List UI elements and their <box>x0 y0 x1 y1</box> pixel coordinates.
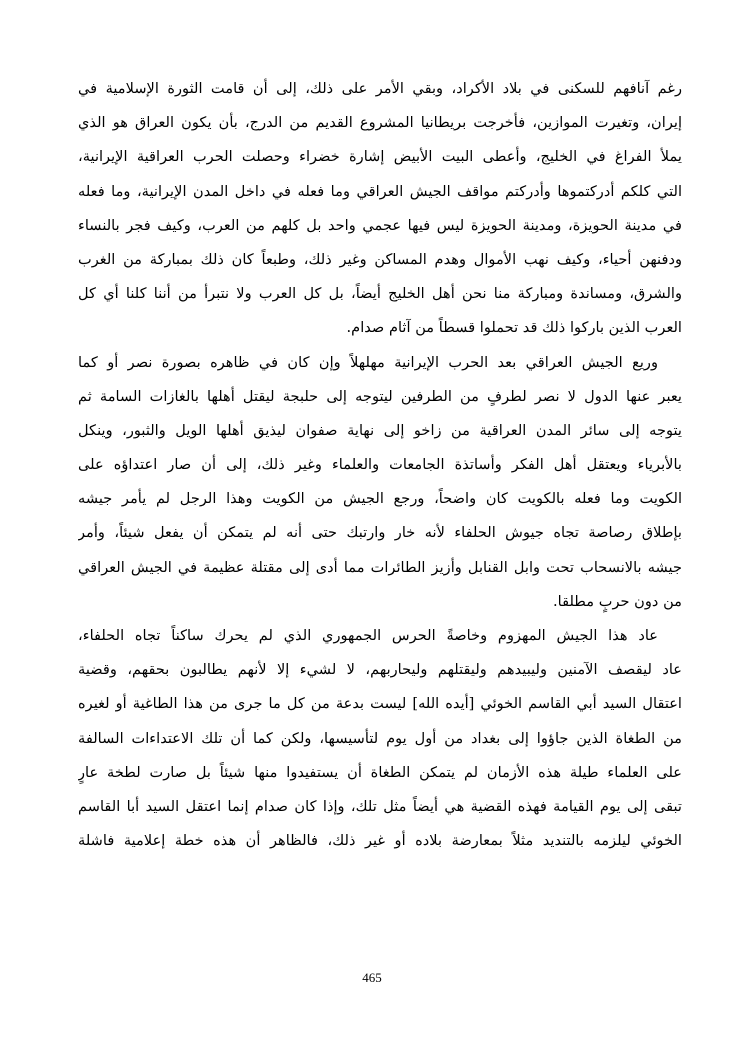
text-line-15: جيشه بالانسحاب تحت وابل القنابل وأزيز الطائرات مما أدى إلى مقتلة عظيمة في الجيش العراقي <box>78 558 682 576</box>
text-line-10: يعبر عنها الدول لا نصر لطرفٍ من الطرفين ليتوجه إلى حلبجة ليقتل أهلها بالغازات السامة ثم <box>78 387 682 405</box>
text-line-11: يتوجه إلى سائر المدن العراقية من زاخو إلى نهاية صفوان ليذيق أهلها الويل والثبور، وينكل <box>78 421 682 439</box>
text-line-20: من الطغاة الذين جاؤوا إلى بغداد من أول يوم لتأسيسها، ولكن كما أن تلك الاعتداءات السالفة <box>78 729 682 747</box>
text-line-21: على العلماء طيلة هذه الأزمان لم يتمكن الطغاة أن يستفيدوا منها شيئاً بل صارت لطخة عارٍ <box>78 763 682 781</box>
text-line-4: التي كلكم أدركتموها وأدركتم مواقف الجيش العراقي وما فعله في داخل المدن الإيرانية، وما فعله <box>78 182 682 200</box>
text-line-13: الكويت وما فعله بالكويت كان واضحاً، ورجع الجيش من الكويت وهذا الرجل لم يأمر جيشه <box>78 490 682 508</box>
text-line-5: في مدينة الحويزة، ومدينة الحويزة ليس فيها عجمي واحد بل كلهم من العرب، وكيف فجر بالنساء <box>78 216 682 234</box>
page-number: 465 <box>362 970 382 985</box>
text-line-18: عاد ليقصف الآمنين وليبيدهم وليقتلهم وليحاربهم، لا لشيء إلا لأنهم يطالبون بحقهم، وقضية <box>78 661 682 679</box>
body-text <box>78 74 682 860</box>
text-line-8: العرب الذين باركوا ذلك قد تحملوا قسطاً من آثام صدام. <box>346 319 682 337</box>
text-line-17: عاد هذا الجيش المهزوم وخاصةً الحرس الجمهوري الذي لم يحرك ساكناً تجاه الحلفاء، <box>78 627 658 644</box>
text-line-7: والشرق، ومساندة ومباركة منا نحن أهل الخليج أيضاً، بل كل العرب ولا نتبرأ من أننا كلنا أي كل <box>78 285 682 303</box>
text-line-9: وريع الجيش العراقي بعد الحرب الإيرانية مهلهلاً وإن كان في ظاهره بصورة نصر أو كما <box>78 353 658 371</box>
text-line-1: رغم آنافهم للسكنى في بلاد الأكراد، وبقي الأمر على ذلك، إلى أن قامت الثورة الإسلامية في <box>78 80 682 97</box>
text-line-2: إيران، وتغيرت الموازين، فأخرجت بريطانيا المشروع القديم من الدرج، بأن يكون العراق هو الذي <box>78 114 682 132</box>
text-line-14: بإطلاق رصاصة تجاه جيوش الحلفاء لأنه خار وارتبك حتى أنه لم يتمكن أن يفعل شيئاً، وأمر <box>78 524 682 542</box>
text-line-3: يملأ الفراغ في الخليج، وأعطى البيت الأبيض إشارة خضراء وحصلت الحرب العراقية الإيرانية، <box>78 148 682 166</box>
text-line-23: الخوئي ليلزمه بالتنديد مثلاً بمعارضة بلاده أو غير ذلك، فالظاهر أن هذه خطة إعلامية فاشلة <box>78 832 682 850</box>
text-line-6: ودفنهن أحياء، وكيف نهب الأموال وهدم المساكن وغير ذلك، وطبعاً كان ذلك بمباركة من الغرب <box>78 250 682 268</box>
text-line-16: من دون حربٍ مطلقا. <box>552 592 682 610</box>
text-line-22: تبقى إلى يوم القيامة فهذه القضية هي أيضاً مثل تلك، وإذا كان صدام إنما اعتقل السيد أبا القاسم <box>78 797 682 815</box>
text-line-12: بالأبرياء ويعتقل أهل الفكر وأساتذة الجامعات والعلماء وغير ذلك، إلى أن صار اعتداؤه على <box>78 456 682 474</box>
text-line-19: اعتقال السيد أبي القاسم الخوئي [أيده الله] ليست بدعة من كل ما جرى من هذا الطاغية أو لغيره <box>78 695 682 713</box>
